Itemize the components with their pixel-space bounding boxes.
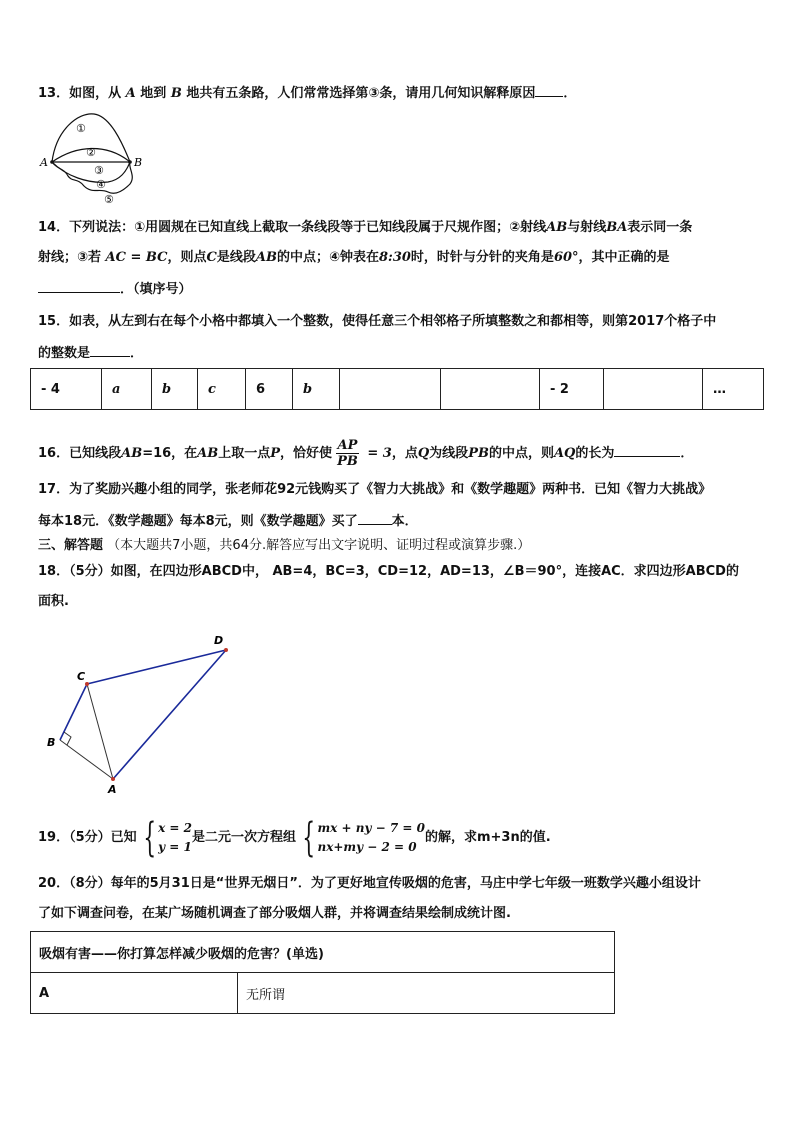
point-b: B (170, 86, 182, 101)
question-number: 18． (38, 564, 70, 579)
route-1-label: ① (76, 122, 86, 135)
question-number: 13． (38, 86, 70, 101)
q20-text: 了如下调查问卷，在某广场随机调查了部分吸烟人群，并将调查结果绘制成统计图. (38, 906, 511, 921)
survey-option-text: 无所谓 (238, 973, 615, 1014)
point-q: Q (417, 446, 430, 461)
system-row: y = 1 (158, 839, 192, 854)
q17-text: 为了奖励兴趣小组的同学，张老师花92元钱购买了《智力大挑战》和《数学趣题》两种书．已知《智力大挑战》 (69, 482, 712, 497)
ray-ba: BA (606, 220, 628, 235)
question-19 (38, 816, 764, 860)
number-grid-table (30, 368, 764, 410)
q14-text: 的中点；④钟表在 (276, 250, 379, 265)
vertex-a-dot (111, 777, 115, 781)
q14-text: 是线段 (216, 250, 256, 265)
route-2-label: ② (86, 146, 96, 159)
q16-text: 上取一点 (218, 446, 271, 461)
q14-text: 时，时针与分针的夹角是 (410, 250, 554, 265)
ray-ab: AB (546, 220, 568, 235)
point-c: C (206, 250, 217, 265)
q18-text: 面积. (38, 594, 69, 609)
fraction-ap-pb (335, 438, 360, 469)
section-title: 三、解答题 (38, 538, 104, 553)
answer-blank[interactable] (358, 510, 392, 525)
question-15-line2 (38, 342, 764, 364)
q17-end: 本． (391, 514, 418, 529)
q15-end: ． (130, 346, 144, 361)
question-14-line1 (38, 218, 764, 238)
grid-cell (441, 369, 540, 410)
side-bc (60, 684, 87, 740)
segment-ab: AB (121, 446, 143, 461)
route-4-label: ④ (96, 178, 106, 191)
question-20-line1 (38, 874, 764, 894)
survey-header-row (31, 932, 615, 973)
system-row: x = 2 (158, 820, 193, 835)
survey-option: A (31, 973, 238, 1014)
vertex-d-dot (224, 648, 228, 652)
q14-text: ，其中正确的是 (578, 250, 670, 265)
q14-text: 下列说法：①用圆规在已知直线上截取一条线段等于已知线段属于尺规作图；②射线 (69, 220, 547, 235)
q20-text: （8分）每年的5月31日是“世界无烟日”．为了更好地宣传吸烟的危害，马庄中学七年级一班数学兴趣小组设计 (69, 876, 701, 891)
question-14-line3 (38, 278, 764, 300)
brace-icon: { (302, 814, 316, 861)
question-18-line1 (38, 562, 764, 582)
angle-value: 60° (553, 250, 579, 265)
q19-text: 是二元一次方程组 (192, 830, 297, 845)
survey-header: 吸烟有害——你打算怎样减少吸烟的危害？(单选) (31, 932, 615, 973)
q14-text: 与射线 (567, 220, 607, 235)
question-13 (38, 82, 764, 104)
label-b: B (134, 156, 143, 169)
grid-cell: … (703, 369, 764, 410)
routes-figure (38, 110, 158, 206)
side-ab (60, 740, 113, 779)
quadrilateral-figure (40, 630, 240, 800)
q17-text: 每本18元．《数学趣题》每本8元，则《数学趣题》买了 (38, 514, 358, 529)
question-number: 14． (38, 220, 70, 235)
label-a: A (40, 156, 48, 169)
q16-end: ． (680, 446, 694, 461)
segment-ab: AB (255, 250, 277, 265)
answer-blank[interactable] (90, 342, 130, 357)
segment-ab: AB (197, 446, 219, 461)
q13-end: ． (563, 86, 577, 101)
q16-text: 为线段 (429, 446, 469, 461)
grid-cell: b (293, 369, 340, 410)
system-row: mx + ny − 7 = 0 (317, 820, 425, 835)
route-5-label: ⑤ (104, 193, 114, 206)
grid-cell: c (198, 369, 246, 410)
q15-text: 的整数是 (38, 346, 91, 361)
grid-cell (340, 369, 441, 410)
q16-text: 的长为 (575, 446, 615, 461)
question-18-line2 (38, 592, 764, 612)
right-angle-mark (64, 732, 71, 745)
q13-text: 如图，从 (69, 86, 122, 101)
q16-text: 的中点，则 (488, 446, 554, 461)
question-number: 20． (38, 876, 70, 891)
label-b: B (47, 736, 56, 749)
answer-blank[interactable] (535, 82, 563, 97)
point-p: P (270, 446, 281, 461)
segment-pb: PB (468, 446, 489, 461)
q16-text: ，点 (391, 446, 418, 461)
grid-cell: 6 (246, 369, 293, 410)
survey-row (31, 973, 615, 1014)
equation-system (296, 814, 425, 861)
diagonal-ac (87, 684, 113, 779)
brace-icon: { (143, 814, 156, 861)
solution-system (137, 814, 193, 861)
label-c: C (77, 670, 86, 683)
grid-cell: - 4 (31, 369, 102, 410)
system-row: nx+my − 2 = 0 (317, 839, 417, 854)
grid-cell (604, 369, 703, 410)
question-16 (38, 438, 764, 469)
label-d: D (214, 634, 224, 647)
side-cd (87, 650, 226, 684)
answer-blank[interactable] (614, 442, 680, 457)
segment-aq: AQ (553, 446, 576, 461)
q13-text: 地到 (140, 86, 167, 101)
question-number: 19． (38, 830, 70, 845)
q19-text: （5分）已知 (69, 830, 137, 845)
fraction-value: = 3 (362, 446, 392, 461)
q15-text: 如表，从左到右在每个小格中都填入一个整数，使得任意三个相邻格子所填整数之和都相等，则第2017个格子中 (69, 314, 717, 329)
grid-cell: b (152, 369, 198, 410)
question-number: 17． (38, 482, 70, 497)
survey-table (30, 931, 615, 1014)
vertex-c-dot (85, 682, 89, 686)
point-b-dot (128, 160, 132, 164)
question-number: 15． (38, 314, 70, 329)
q14-text: ，则点 (167, 250, 207, 265)
q16-text: ，恰好使 (280, 446, 333, 461)
question-14-line2 (38, 248, 764, 268)
question-17-line2 (38, 510, 764, 532)
q14-text: 表示同一条 (627, 220, 693, 235)
route-5-path (52, 162, 132, 193)
grid-cell: - 2 (540, 369, 604, 410)
grid-row (31, 369, 764, 410)
fraction-denominator: PB (337, 454, 358, 469)
fraction-numerator: AP (337, 438, 358, 453)
question-20-line2 (38, 904, 764, 924)
question-15-line1 (38, 312, 764, 332)
q18-text: （5分）如图，在四边形ABCD中， AB=4，BC=3，CD=12，AD=13，∠B＝90°，连接AC．求四边形ABCD的 (69, 564, 739, 579)
route-4-path (52, 162, 130, 182)
q16-text: =16，在 (142, 446, 198, 461)
equation-ac-bc: AC = BC (105, 250, 168, 265)
point-a-dot (50, 160, 54, 164)
q14-end: ．（填序号） (120, 282, 192, 297)
q14-text: 射线；③若 (38, 250, 102, 265)
side-da (113, 650, 226, 779)
point-a: A (125, 86, 136, 101)
question-number: 16． (38, 446, 70, 461)
q13-text: 地共有五条路，人们常常选择第③条，请用几何知识解释原因 (186, 86, 536, 101)
route-3-label: ③ (94, 164, 104, 177)
section-note: （本大题共7小题，共64分.解答应写出文字说明、证明过程或演算步骤.） (107, 538, 531, 553)
q16-text: 已知线段 (69, 446, 122, 461)
clock-time: 8:30 (378, 250, 411, 265)
q19-text: 的解，求m+3n的值. (424, 830, 551, 845)
grid-cell: a (102, 369, 152, 410)
answer-blank[interactable] (38, 278, 120, 293)
section-3-heading (38, 536, 764, 556)
question-17-line1 (38, 480, 764, 500)
label-a: A (108, 783, 117, 796)
